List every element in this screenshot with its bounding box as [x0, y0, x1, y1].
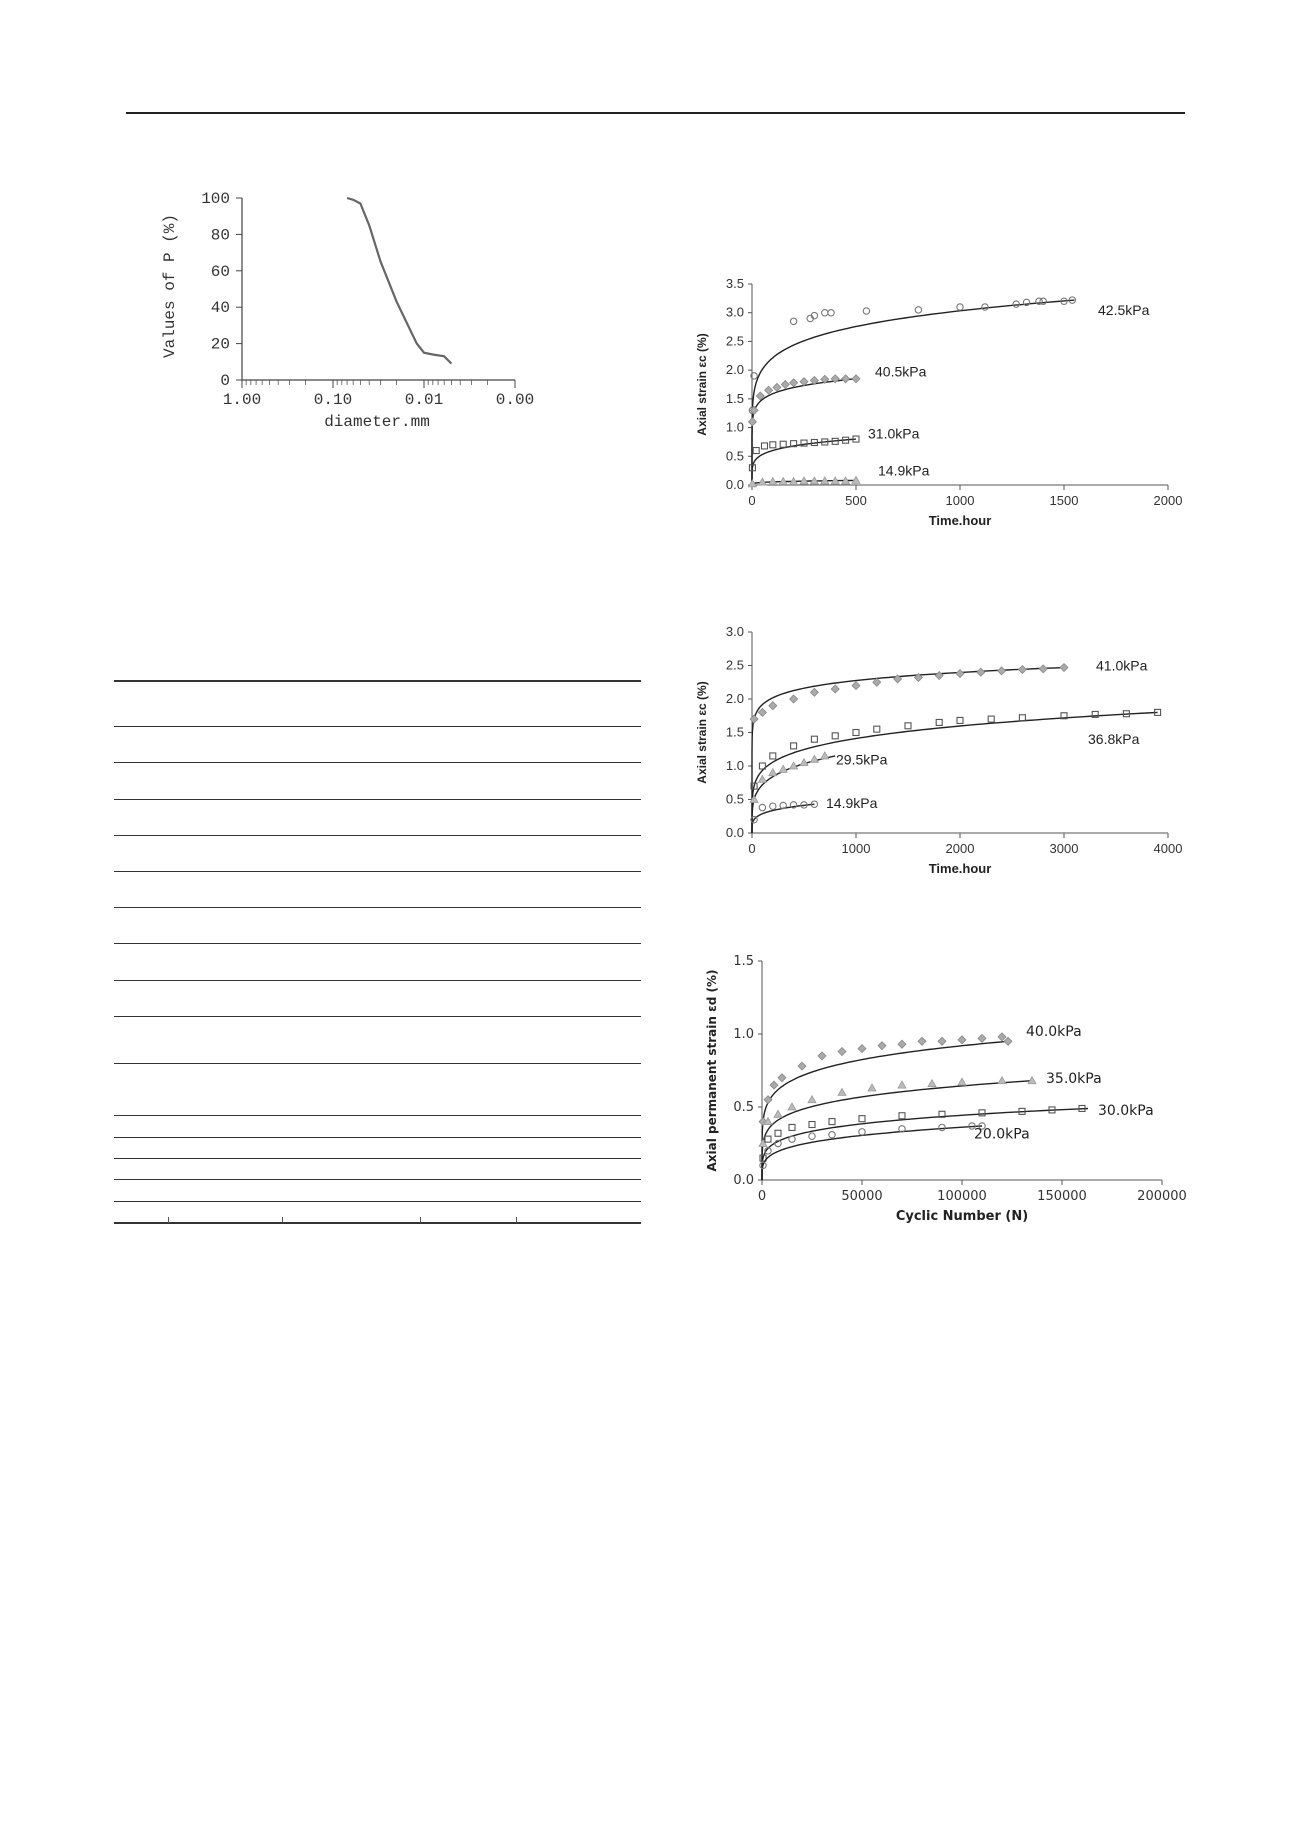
creep-2-series-label: 36.8kPa	[1088, 731, 1140, 748]
cyclic-data-point	[859, 1129, 865, 1135]
table-rule	[114, 1016, 641, 1017]
table-rule	[114, 1201, 641, 1202]
cyclic-y-label: Axial permanent strain εd (%)	[705, 969, 719, 1172]
cyclic-series-label: 20.0kPa	[974, 1126, 1030, 1143]
cyclic-data-point	[858, 1045, 866, 1053]
creep-1-data-point	[842, 375, 850, 383]
creep-2-data-point	[779, 765, 787, 772]
creep-1-data-point	[753, 448, 759, 454]
cyclic-data-point	[818, 1052, 826, 1060]
creep-2-series-label: 41.0kPa	[1096, 657, 1148, 674]
creep-1-y-label: Axial strain εc (%)	[695, 333, 709, 436]
creep-2-y-tick-label: 1.0	[725, 758, 744, 773]
table-column-tick	[420, 1217, 421, 1223]
creep-2-data-point	[750, 715, 758, 723]
cyclic-x-label: Cyclic Number (N)	[895, 1209, 1029, 1224]
cyclic-data-point	[998, 1077, 1006, 1084]
creep-2-data-point	[811, 736, 817, 742]
table-rule	[114, 835, 641, 836]
grading-x-tick-label: 0.00	[495, 391, 535, 409]
cyclic-data-point	[778, 1074, 786, 1082]
cyclic-data-point	[878, 1042, 886, 1050]
grading-y-tick-label: 100	[201, 190, 230, 208]
creep-figure-1	[680, 270, 1240, 550]
grading-x-label: diameter.mm	[324, 413, 430, 431]
table-column-tick	[516, 1217, 517, 1223]
grading-y-tick-label: 0	[220, 372, 230, 390]
creep-2-data-point	[821, 752, 829, 759]
creep-1-y-tick-label: 2.0	[725, 362, 744, 378]
table-rule	[114, 1179, 641, 1180]
creep-2-data-point	[1060, 664, 1068, 672]
cyclic-data-point	[938, 1037, 946, 1045]
creep-chart-1	[680, 270, 1240, 550]
creep-2-data-point	[758, 708, 766, 716]
creep-1-fit-line-1	[752, 379, 856, 485]
creep-2-x-tick-label: 4000	[1153, 841, 1183, 856]
table-rule	[114, 907, 641, 908]
creep-1-data-point	[748, 418, 756, 426]
creep-2-data-point	[1018, 666, 1026, 674]
table-rule	[114, 943, 641, 944]
creep-1-data-point	[770, 442, 776, 448]
creep-1-data-point	[828, 310, 834, 316]
cyclic-data-point	[808, 1096, 816, 1103]
creep-2-fit-line-0	[752, 668, 1064, 834]
table-rule	[114, 1115, 641, 1116]
cyclic-data-point	[868, 1084, 876, 1091]
creep-2-x-tick-label: 2000	[945, 841, 975, 856]
creep-figure-2	[680, 620, 1240, 900]
creep-1-data-point	[1040, 298, 1046, 304]
creep-1-y-tick-label: 3.0	[725, 304, 744, 320]
creep-1-series-label: 31.0kPa	[868, 425, 920, 442]
creep-1-data-point	[790, 318, 796, 324]
creep-2-data-point	[758, 775, 766, 782]
cyclic-data-point	[829, 1132, 835, 1138]
table-rule	[114, 1137, 641, 1138]
creep-2-x-tick-label: 3000	[1049, 841, 1079, 856]
cyclic-series-label: 35.0kPa	[1046, 1070, 1102, 1087]
creep-2-y-tick-label: 3.0	[725, 624, 744, 639]
creep-2-y-tick-label: 2.0	[725, 691, 744, 706]
creep-2-y-tick-label: 2.5	[725, 657, 744, 673]
creep-2-y-label: Axial strain εc (%)	[695, 681, 709, 784]
cyclic-data-point	[759, 1140, 767, 1147]
cyclic-data-point	[918, 1037, 926, 1045]
creep-1-data-point	[957, 304, 963, 310]
creep-2-data-point	[988, 716, 994, 722]
creep-2-data-point	[810, 755, 818, 762]
table-rule	[114, 799, 641, 800]
creep-2-y-tick-label: 1.5	[725, 724, 744, 740]
creep-2-data-point	[832, 733, 838, 739]
creep-2-data-point	[853, 730, 859, 736]
cyclic-x-tick-label: 200000	[1137, 1189, 1187, 1204]
creep-1-data-point	[780, 441, 786, 447]
cyclic-x-tick-label: 150000	[1037, 1189, 1087, 1204]
creep-chart-2	[680, 620, 1240, 900]
creep-2-series-label: 14.9kPa	[826, 794, 878, 811]
cyclic-data-point	[788, 1103, 796, 1110]
cyclic-data-point	[859, 1116, 865, 1122]
cyclic-data-point	[798, 1062, 806, 1070]
cyclic-data-point	[789, 1136, 795, 1142]
creep-2-data-point	[769, 769, 777, 776]
creep-1-x-tick-label: 2000	[1153, 493, 1183, 508]
table-column-tick	[282, 1217, 283, 1223]
creep-1-data-point	[1013, 301, 1019, 307]
creep-2-data-point	[957, 717, 963, 723]
creep-1-data-point	[982, 304, 988, 310]
cyclic-figure	[680, 945, 1220, 1235]
table-rule	[114, 980, 641, 981]
table-rule	[114, 762, 641, 763]
cyclic-y-tick-label: 1.5	[733, 954, 754, 969]
cyclic-x-tick-label: 0	[757, 1189, 767, 1204]
table-rule	[114, 871, 641, 872]
creep-1-y-tick-label: 1.0	[725, 419, 744, 435]
grading-y-label: Values of P (%)	[161, 213, 179, 359]
creep-2-data-point	[874, 726, 880, 732]
cyclic-data-point	[838, 1048, 846, 1056]
creep-2-data-point	[873, 678, 881, 686]
table-rule	[114, 1063, 641, 1064]
cyclic-data-point	[1004, 1037, 1012, 1045]
cyclic-data-point	[928, 1080, 936, 1087]
creep-1-data-point	[765, 386, 773, 394]
creep-2-y-tick-label: 0.0	[725, 825, 744, 840]
grading-y-tick-label: 40	[210, 299, 230, 318]
creep-2-x-label: Time.hour	[928, 861, 992, 876]
grading-chart	[150, 180, 550, 450]
creep-1-data-point	[822, 310, 828, 316]
creep-2-data-point	[769, 702, 777, 710]
cyclic-data-point	[789, 1124, 795, 1130]
cyclic-data-point	[770, 1081, 778, 1089]
creep-1-y-tick-label: 3.5	[725, 276, 744, 291]
creep-2-data-point	[770, 803, 776, 809]
creep-2-data-point	[791, 743, 797, 749]
cyclic-y-tick-label: 1.0	[733, 1027, 754, 1042]
creep-1-series-label: 42.5kPa	[1098, 301, 1150, 318]
creep-1-y-tick-label: 0.0	[725, 477, 744, 492]
cyclic-data-point	[939, 1124, 945, 1130]
cyclic-x-tick-label: 50000	[841, 1189, 883, 1204]
creep-2-data-point	[956, 670, 964, 678]
grading-y-tick-label: 20	[210, 335, 230, 354]
table-rule	[114, 1158, 641, 1159]
creep-2-data-point	[998, 667, 1006, 675]
creep-1-data-point	[790, 379, 798, 387]
creep-1-x-tick-label: 1500	[1049, 493, 1079, 508]
cyclic-data-point	[899, 1113, 905, 1119]
creep-2-data-point	[790, 695, 798, 703]
creep-2-data-point	[977, 668, 985, 676]
cyclic-data-point	[958, 1078, 966, 1085]
cyclic-series-label: 40.0kPa	[1026, 1024, 1082, 1041]
creep-2-data-point	[1039, 665, 1047, 673]
cyclic-series-label: 30.0kPa	[1098, 1102, 1154, 1119]
creep-2-series-label: 29.5kPa	[836, 751, 888, 768]
grading-y-tick-label: 80	[210, 226, 230, 245]
creep-1-series-label: 14.9kPa	[878, 462, 930, 479]
cyclic-data-point	[809, 1122, 815, 1128]
grading-x-tick-label: 0.10	[313, 391, 353, 409]
creep-1-x-tick-label: 500	[845, 493, 867, 508]
cyclic-data-point	[829, 1119, 835, 1125]
creep-1-x-label: Time.hour	[928, 513, 992, 528]
creep-1-data-point	[915, 307, 921, 313]
creep-1-data-point	[761, 443, 767, 449]
cyclic-data-point	[978, 1034, 986, 1042]
table-column-tick	[168, 1217, 169, 1223]
cyclic-y-tick-label: 0.5	[733, 1100, 754, 1115]
grading-curve	[347, 198, 451, 364]
cyclic-data-point	[979, 1110, 985, 1116]
creep-2-y-tick-label: 0.5	[725, 791, 744, 807]
creep-1-x-tick-label: 0	[748, 493, 756, 508]
cyclic-chart	[680, 945, 1220, 1235]
creep-1-data-point	[781, 381, 789, 389]
creep-2-data-point	[800, 759, 808, 766]
cyclic-data-point	[765, 1136, 771, 1142]
creep-1-data-point	[769, 478, 777, 485]
cyclic-data-point	[958, 1036, 966, 1044]
creep-1-data-point	[863, 308, 869, 314]
cyclic-y-tick-label: 0.0	[733, 1173, 754, 1188]
creep-2-data-point	[935, 672, 943, 680]
cyclic-x-tick-label: 100000	[937, 1189, 987, 1204]
page-header-rule	[126, 112, 1185, 114]
cyclic-data-point	[898, 1081, 906, 1088]
table-rule-top	[114, 680, 641, 682]
grading-x-tick-label: 1.00	[222, 391, 262, 409]
creep-2-data-point	[810, 688, 818, 696]
creep-2-data-point	[852, 682, 860, 690]
creep-2-x-tick-label: 1000	[841, 841, 871, 856]
table-rule-bottom	[114, 1222, 641, 1224]
cyclic-data-point	[838, 1088, 846, 1095]
cyclic-data-point	[998, 1033, 1006, 1041]
creep-1-y-tick-label: 2.5	[725, 333, 744, 349]
cyclic-data-point	[809, 1133, 815, 1139]
cyclic-fit-line-3	[762, 1126, 982, 1180]
cyclic-data-point	[898, 1040, 906, 1048]
creep-2-data-point	[759, 804, 765, 810]
creep-2-data-point	[770, 753, 776, 759]
cyclic-data-point	[774, 1110, 782, 1117]
creep-1-data-point	[852, 375, 860, 383]
creep-1-y-tick-label: 1.5	[725, 390, 744, 406]
creep-2-data-point	[831, 685, 839, 693]
creep-2-data-point	[905, 723, 911, 729]
creep-1-data-point	[773, 383, 781, 391]
creep-2-data-point	[936, 719, 942, 725]
creep-2-data-point	[1019, 715, 1025, 721]
grading-y-tick-label: 60	[210, 262, 230, 281]
creep-1-series-label: 40.5kPa	[875, 363, 927, 380]
table-rule	[114, 726, 641, 727]
grading-figure	[150, 180, 550, 450]
creep-1-fit-line-0	[752, 300, 1074, 485]
grading-x-tick-label: 0.01	[404, 391, 444, 409]
cyclic-fit-line-2	[762, 1109, 1088, 1181]
cyclic-data-point	[775, 1130, 781, 1136]
creep-1-x-tick-label: 1000	[945, 493, 975, 508]
creep-1-y-tick-label: 0.5	[725, 448, 744, 464]
creep-2-x-tick-label: 0	[748, 841, 756, 856]
